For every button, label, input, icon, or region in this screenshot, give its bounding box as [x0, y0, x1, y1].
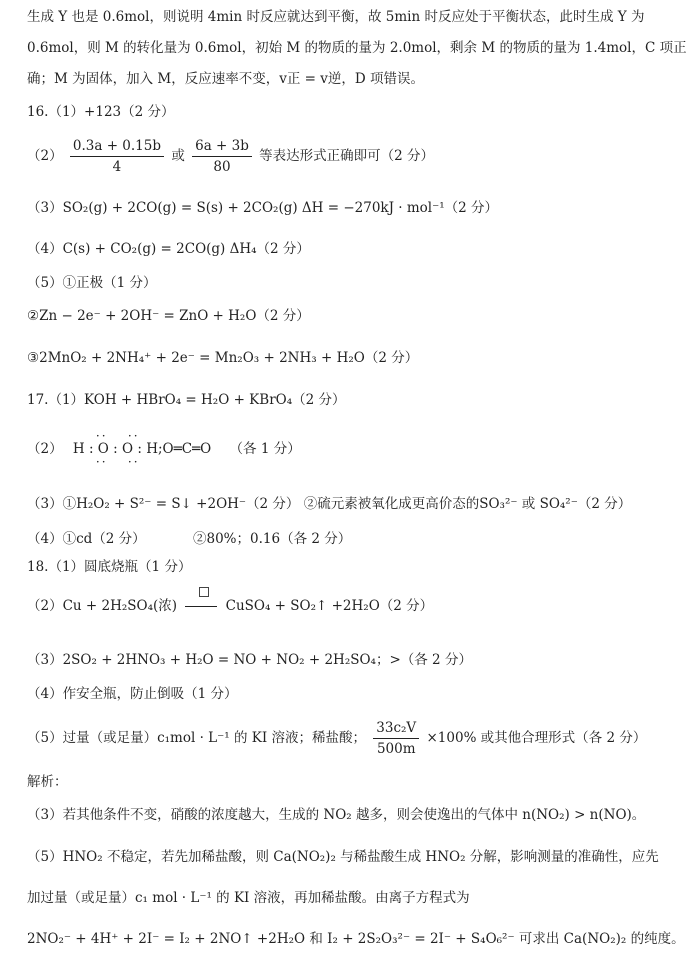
- q17-part2-prefix: （2）: [27, 441, 63, 457]
- q16-part3: （3）SO₂(g) + 2CO(g) = S(s) + 2CO₂(g) ΔH = −270kJ · mol⁻¹（2 分）: [27, 200, 499, 216]
- q18-fraction-numerator: 33c₂V: [373, 718, 419, 739]
- q17-part3: （3）①H₂O₂ + S²⁻ = S↓ +2OH⁻（2 分） ②硫元素被氧化成更高价态的SO₃²⁻ 或 SO₄²⁻（2 分）: [27, 496, 632, 512]
- analysis-part3: （3）若其他条件不变，硝酸的浓度越大，生成的 NO₂ 越多，则会使逸出的气体中 n(NO₂) > n(NO)。: [27, 807, 646, 823]
- lewis-dots-top-2: ··: [127, 429, 140, 443]
- q18-part2: [27, 597, 433, 615]
- heat-symbol-box: [199, 587, 209, 597]
- lewis-structure: [72, 429, 212, 469]
- intro-line-3: 确；M 为固体，加入 M，反应速率不变，v正 = v逆，D 项错误。: [27, 71, 424, 87]
- q16-part2-prefix: （2）: [27, 148, 63, 164]
- q18-part2-right: CuSO₄ + SO₂↑ +2H₂O（2 分）: [225, 598, 434, 614]
- q16-part2-suffix: 等表达形式正确即可（2 分）: [259, 148, 435, 164]
- q18-fraction-denominator: 500m: [376, 741, 416, 757]
- q17-part4-a: （4）①cd（2 分）: [27, 531, 146, 547]
- analysis-title: 解析：: [27, 774, 68, 790]
- q18-part2-left: （2）Cu + 2H₂SO₄(浓): [27, 598, 178, 614]
- q17-part2: [27, 429, 301, 469]
- lewis-dots-top-1: ··: [95, 429, 108, 443]
- q16-or: 或: [171, 148, 185, 164]
- q16-fraction-2-denominator: 80: [213, 159, 231, 175]
- q16-part5-c: ③2MnO₂ + 2NH₄⁺ + 2e⁻ = Mn₂O₃ + 2NH₃ + H₂O（2 分）: [27, 350, 419, 366]
- q16-fraction-1-denominator: 4: [112, 159, 122, 175]
- q17-part2-suffix: （各 1 分）: [229, 441, 301, 457]
- analysis-part5-line1: （5）HNO₂ 不稳定，若先加稀盐酸，则 Ca(NO₂)₂ 与稀盐酸生成 HNO₂ 分解，影响测量的准确性，应先: [27, 849, 659, 865]
- heat-reaction-arrow: [185, 597, 217, 615]
- q18-part5: [27, 718, 646, 759]
- q16-part5-a: （5）①正极（1 分）: [27, 275, 157, 291]
- q18-part5-suffix: ×100% 或其他合理形式（各 2 分）: [426, 730, 647, 746]
- q18-fraction: [373, 718, 419, 759]
- intro-line-1: 生成 Y 也是 0.6mol，则说明 4min 时反应就达到平衡，故 5min 时反应处于平衡状态，此时生成 Y 为: [27, 9, 645, 25]
- q16-part4: （4）C(s) + CO₂(g) = 2CO(g) ΔH₄（2 分）: [27, 241, 310, 257]
- q16-fraction-2: [192, 136, 252, 177]
- q16-part1: 16.（1）+123（2 分）: [27, 104, 175, 120]
- q18-part4: （4）作安全瓶，防止倒吸（1 分）: [27, 686, 238, 702]
- lewis-dots-bottom-1: ··: [95, 455, 108, 469]
- q16-part2: [27, 136, 434, 177]
- q18-part3: （3）2SO₂ + 2HNO₃ + H₂O = NO + NO₂ + 2H₂SO₄；>（各 2 分）: [27, 652, 472, 668]
- intro-line-2: 0.6mol，则 M 的转化量为 0.6mol，初始 M 的物质的量为 2.0mol，剩余 M 的物质的量为 1.4mol，C 项正: [27, 40, 687, 56]
- lewis-formula: H : O : O : H;O═C═O: [72, 441, 212, 457]
- q18-part1: 18.（1）圆底烧瓶（1 分）: [27, 559, 192, 575]
- q16-part5-b: ②Zn − 2e⁻ + 2OH⁻ = ZnO + H₂O（2 分）: [27, 308, 310, 324]
- q16-fraction-1: [70, 136, 164, 177]
- q17-part4-b: ②80%；0.16（各 2 分）: [193, 531, 352, 547]
- reaction-line: [185, 606, 217, 607]
- q16-fraction-1-numerator: 0.3a + 0.15b: [70, 136, 164, 157]
- analysis-part5-line3: 2NO₂⁻ + 4H⁺ + 2I⁻ = I₂ + 2NO↑ +2H₂O 和 I₂ + 2S₂O₃²⁻ = 2I⁻ + S₄O₆²⁻ 可求出 Ca(NO₂)₂ 的纯度。: [27, 931, 685, 947]
- q16-fraction-2-numerator: 6a + 3b: [192, 136, 252, 157]
- q17-part1: 17.（1）KOH + HBrO₄ = H₂O + KBrO₄（2 分）: [27, 392, 346, 408]
- q18-part5-prefix: （5）过量（或足量）c₁mol · L⁻¹ 的 KI 溶液；稀盐酸；: [27, 730, 366, 746]
- analysis-part5-line2: 加过量（或足量）c₁ mol · L⁻¹ 的 KI 溶液，再加稀盐酸。由离子方程式为: [27, 890, 470, 906]
- lewis-dots-bottom-2: ··: [127, 455, 140, 469]
